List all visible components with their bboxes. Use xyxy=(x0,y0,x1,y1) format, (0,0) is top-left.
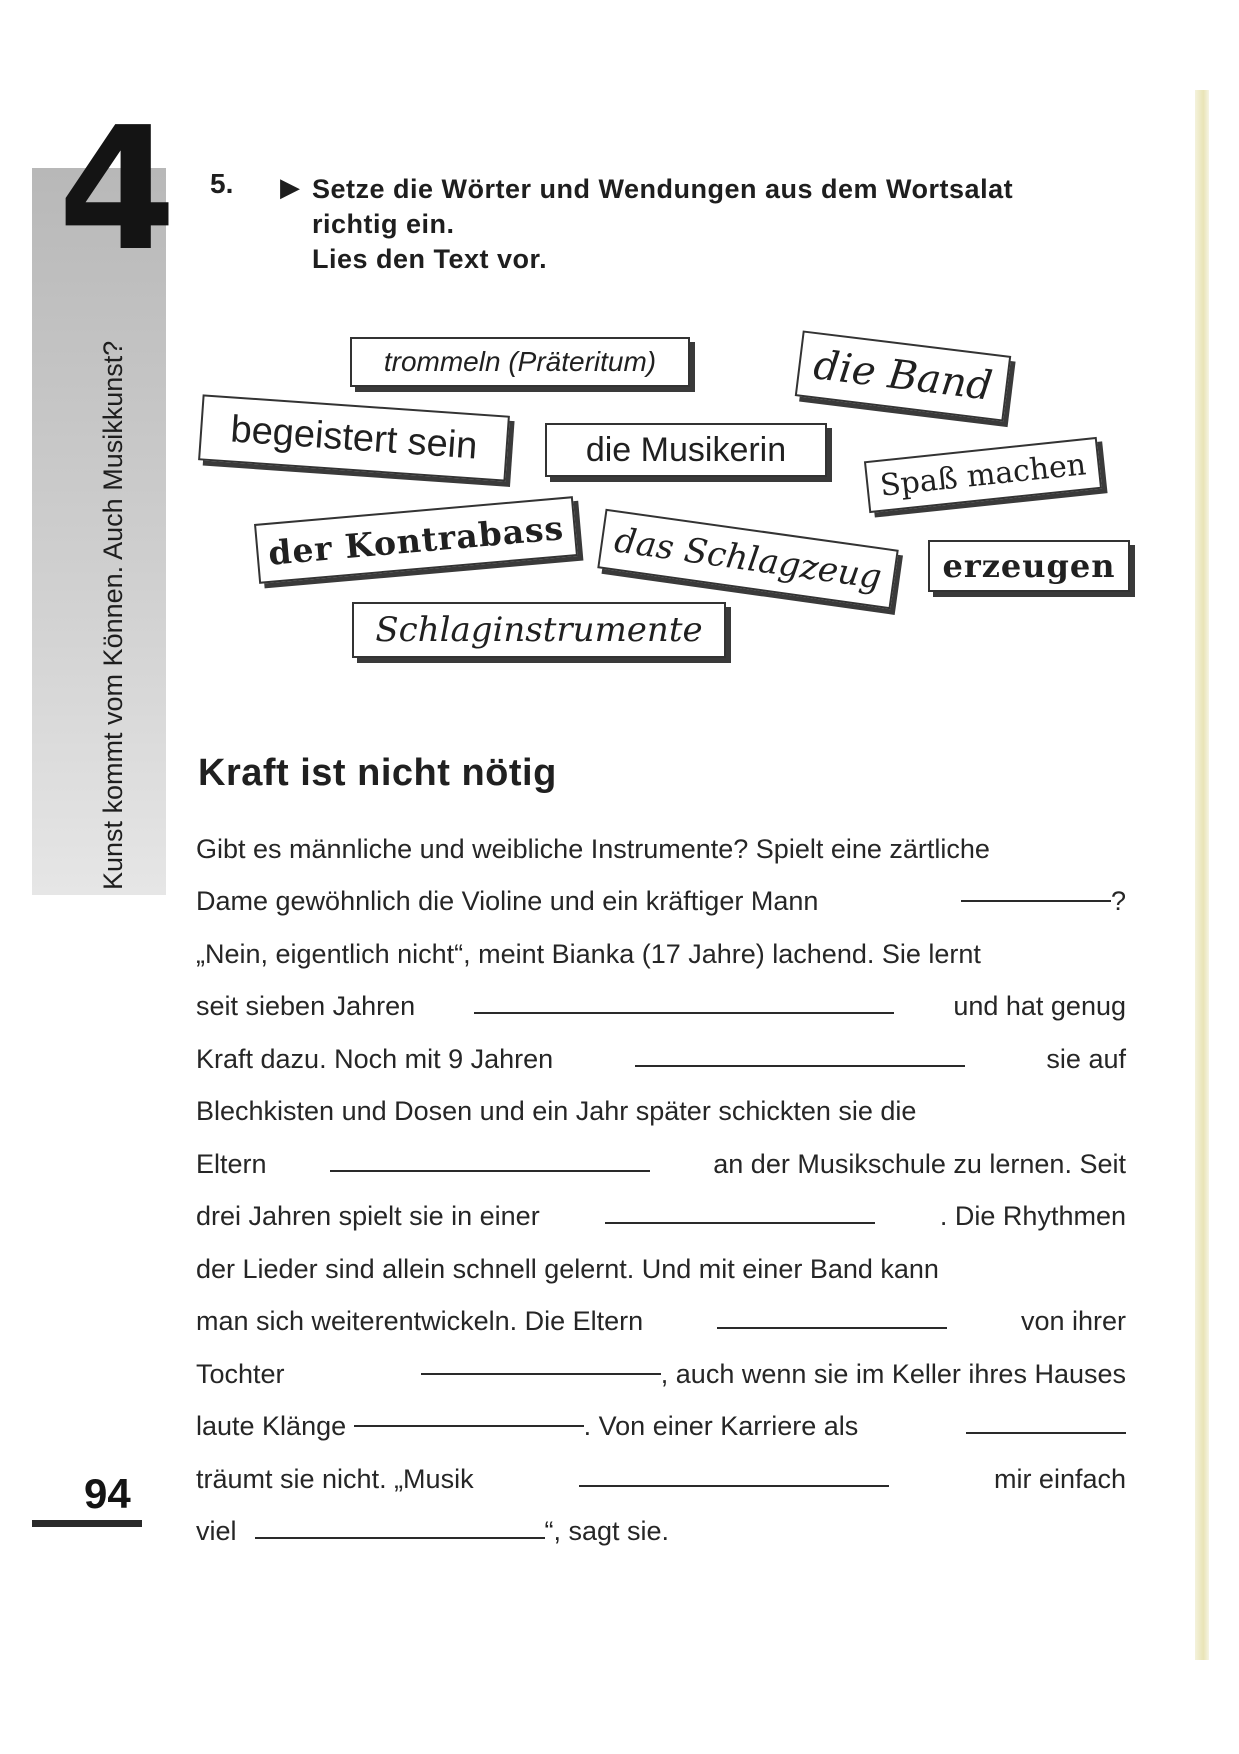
text-segment: Tochter xyxy=(196,1358,285,1389)
text-line xyxy=(196,1285,1126,1338)
text-segment: “, sagt sie. xyxy=(544,1516,670,1546)
gap-blank[interactable] xyxy=(579,1485,889,1487)
text-line xyxy=(196,1022,1126,1075)
text-segment: träumt sie nicht. „Musik xyxy=(196,1463,474,1494)
text-line xyxy=(196,1337,1126,1390)
text-segment: Eltern xyxy=(196,1148,267,1179)
text-segment: laute Klänge xyxy=(196,1411,347,1441)
chapter-title: Kunst kommt vom Können. Auch Musikkunst? xyxy=(98,340,128,890)
text-segment: seit sieben Jahren xyxy=(196,991,416,1021)
text-segment: drei Jahren spielt sie in einer xyxy=(196,1201,540,1231)
page-number-rule xyxy=(32,1520,142,1527)
gap-blank[interactable] xyxy=(961,900,1111,902)
text-segment: , auch wenn sie im Keller ihres Hauses xyxy=(660,1358,1126,1389)
gap-group xyxy=(961,886,1126,917)
text-line xyxy=(196,1127,1126,1180)
text-segment: Dame gewöhnlich die Violine und ein kräftiger Mann xyxy=(196,886,819,916)
text-line xyxy=(196,1390,1126,1443)
text-segment: sie auf xyxy=(1046,1043,1126,1074)
text-line xyxy=(196,1495,1126,1548)
word-card-erzeugen: erzeugen xyxy=(928,540,1130,592)
text-line xyxy=(196,865,1126,918)
instruction-line: Setze die Wörter und Wendungen aus dem Wortsalat xyxy=(312,174,1014,204)
gap-blank[interactable] xyxy=(354,1425,584,1427)
gap-blank[interactable] xyxy=(605,1222,875,1224)
word-card-das-schlagzeug: das Schlagzeug xyxy=(597,509,898,610)
text-segment: viel xyxy=(196,1516,237,1546)
gap-blank[interactable] xyxy=(717,1327,947,1329)
page-number: 94 xyxy=(84,1470,131,1517)
task-instruction xyxy=(312,172,1152,277)
text-segment: Gibt es männliche und weibliche Instrumente? Spielt eine zärtliche xyxy=(196,833,990,864)
text-segment: „Nein, eigentlich nicht“, meint Bianka (17 Jahre) lachend. Sie lernt xyxy=(196,938,981,969)
word-card-spass-machen: Spaß machen xyxy=(864,437,1102,513)
text-line xyxy=(196,812,1126,865)
text-segment: mir einfach xyxy=(993,1463,1126,1494)
gap-blank[interactable] xyxy=(255,1537,545,1539)
instruction-line: richtig ein. xyxy=(312,209,455,239)
play-arrow-icon: ▶ xyxy=(280,172,300,202)
word-card-trommeln: trommeln (Präteritum) xyxy=(350,337,690,387)
text-line xyxy=(196,1075,1126,1128)
text-title: Kraft ist nicht nötig xyxy=(198,752,557,794)
text-segment: an der Musikschule zu lernen. Seit xyxy=(713,1148,1126,1179)
text-segment: ? xyxy=(1110,886,1126,916)
word-card-der-kontrabass: der Kontrabass xyxy=(254,496,578,584)
word-card-schlaginstrumente: Schlaginstrumente xyxy=(352,602,726,658)
gap-blank[interactable] xyxy=(330,1170,650,1172)
gap-fill-text xyxy=(196,812,1126,1547)
text-segment: von ihrer xyxy=(1020,1306,1126,1336)
word-card-die-band: die Band xyxy=(795,330,1011,421)
text-segment: der Lieder sind allein schnell gelernt. Und mit einer Band kann xyxy=(196,1253,939,1284)
text-segment: . Von einer Karriere als xyxy=(583,1411,859,1441)
instruction-line: Lies den Text vor. xyxy=(312,244,548,274)
chapter-number: 4 xyxy=(58,91,177,289)
text-segment: man sich weiterentwickeln. Die Eltern xyxy=(196,1306,644,1336)
word-card-die-musikerin: die Musikerin xyxy=(545,423,827,477)
text-line xyxy=(196,1232,1126,1285)
text-line xyxy=(196,970,1126,1023)
word-card-begeistert-sein: begeistert sein xyxy=(198,394,510,481)
text-segment: Kraft dazu. Noch mit 9 Jahren xyxy=(196,1043,554,1074)
text-line xyxy=(196,1180,1126,1233)
gap-group xyxy=(421,1359,1126,1390)
gap-blank[interactable] xyxy=(421,1373,661,1375)
gap-blank[interactable] xyxy=(635,1065,965,1067)
gap-blank[interactable] xyxy=(966,1432,1126,1434)
text-segment: und hat genug xyxy=(953,991,1126,1021)
gap-blank[interactable] xyxy=(474,1012,894,1014)
text-segment: Blechkisten und Dosen und ein Jahr später schickten sie die xyxy=(196,1096,917,1126)
text-line xyxy=(196,1442,1126,1495)
gap-group xyxy=(196,1411,858,1442)
text-line xyxy=(196,917,1126,970)
task-number: 5. xyxy=(210,168,234,199)
page-edge-shadow xyxy=(1195,90,1209,1660)
text-segment: . Die Rhythmen xyxy=(939,1201,1126,1231)
